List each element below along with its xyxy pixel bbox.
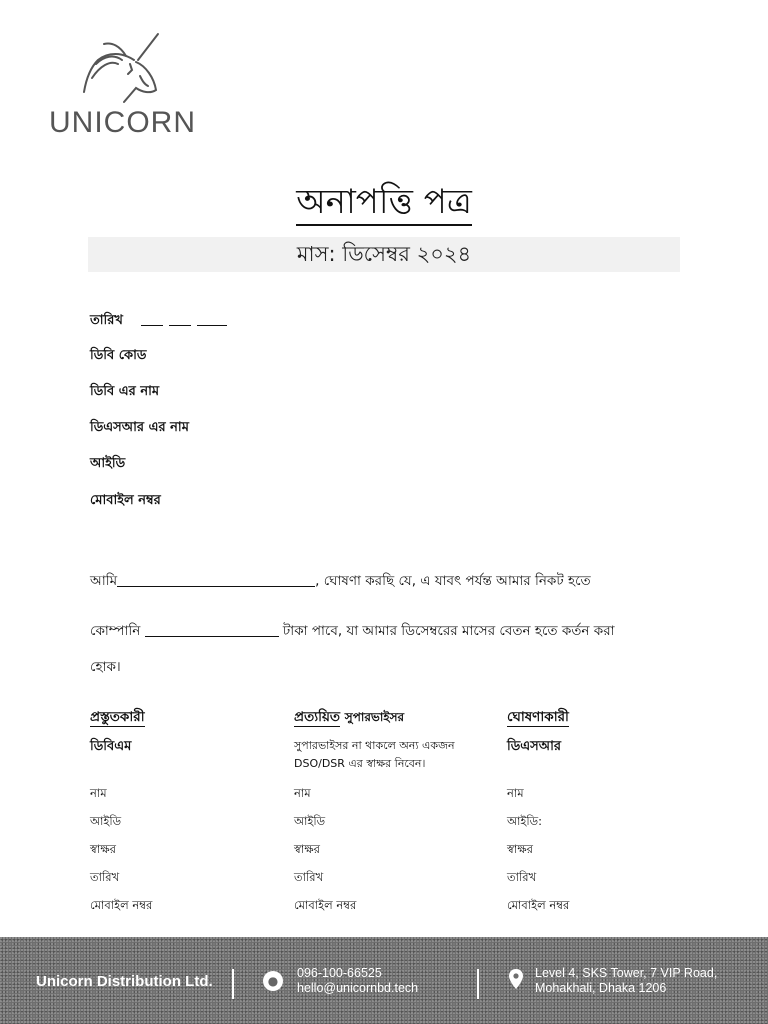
field-db-code: ডিবি কোড — [90, 348, 147, 363]
preparer-signature: স্বাক্ষর — [90, 842, 116, 856]
unicorn-head-icon — [76, 30, 176, 110]
declaration-prefix: আমি — [90, 573, 118, 589]
verifier-date: তারিখ — [294, 870, 324, 884]
field-id: আইডি — [90, 456, 126, 471]
declarant-id: আইডি: — [507, 814, 543, 828]
verifier-name: নাম — [294, 786, 311, 800]
declarant-signature: স্বাক্ষর — [507, 842, 533, 856]
col-verifier-heading — [294, 706, 404, 729]
field-date — [90, 311, 233, 332]
title-text: অনাপত্তি পত্র — [296, 182, 472, 226]
footer — [0, 937, 768, 1024]
verifier-heading-rest: সুপারভাইসর — [344, 710, 405, 724]
globe-icon: ● — [263, 971, 283, 991]
col-preparer-role: ডিবিএম — [90, 739, 132, 754]
date-blanks — [141, 313, 233, 328]
field-dsr-name: ডিএসআর এর নাম — [90, 420, 189, 435]
month-line: মাস: ডিসেম্বর ২০২৪ — [88, 237, 680, 272]
declaration-line-2 — [90, 620, 615, 643]
declaration-line-1 — [90, 570, 591, 593]
footer-contact — [297, 966, 418, 996]
verifier-signature: স্বাক্ষর — [294, 842, 320, 856]
preparer-mobile: মোবাইল নম্বর — [90, 898, 153, 912]
footer-address-line-2: Mohakhali, Dhaka 1206 — [535, 981, 667, 995]
verifier-mobile: মোবাইল নম্বর — [294, 898, 357, 912]
col-declarant-role: ডিএসআর — [507, 739, 562, 754]
declarant-heading-text: ঘোষণাকারী — [507, 709, 569, 725]
preparer-heading-text: প্রস্তুতকারী — [90, 709, 145, 725]
footer-email[interactable]: hello@unicornbd.tech — [297, 981, 419, 995]
field-mobile: মোবাইল নম্বর — [90, 493, 161, 508]
name-blank — [117, 574, 315, 587]
footer-divider-2 — [477, 969, 479, 999]
verifier-note: সুপারভাইসর না থাকলে অন্য একজন DSO/DSR এর স্বাক্ষর নিবেন। — [294, 739, 455, 770]
footer-address — [535, 966, 717, 996]
declarant-name: নাম — [507, 786, 524, 800]
preparer-name: নাম — [90, 786, 107, 800]
footer-company: Unicorn Distribution Ltd. — [36, 973, 213, 990]
amount-blank — [145, 624, 279, 637]
declaration-company: কোম্পানি — [90, 623, 141, 639]
field-db-name: ডিবি এর নাম — [90, 384, 160, 399]
preparer-date: তারিখ — [90, 870, 120, 884]
declarant-mobile: মোবাইল নম্বর — [507, 898, 570, 912]
field-date-label: তারিখ — [90, 313, 123, 328]
verifier-id: আইডি — [294, 814, 326, 828]
col-preparer-heading — [90, 706, 145, 729]
footer-phone: 096-100-66525 — [297, 966, 382, 980]
footer-divider — [232, 969, 234, 999]
verifier-heading-underlined: প্রত্যয়িত — [294, 709, 341, 725]
page-title — [0, 176, 768, 233]
declaration-line-3: হোক। — [90, 659, 121, 675]
location-pin-icon — [508, 968, 524, 990]
company-logo — [44, 28, 194, 140]
declarant-date: তারিখ — [507, 870, 537, 884]
col-declarant-heading — [507, 706, 569, 729]
preparer-id: আইডি — [90, 814, 122, 828]
declaration-suffix: , ঘোষণা করছি যে, এ যাবৎ পর্যন্ত আমার নিকট হতে — [315, 573, 591, 589]
logo-text: UNICORN — [49, 106, 196, 139]
footer-address-line-1: Level 4, SKS Tower, 7 VIP Road, — [535, 966, 718, 980]
declaration-amount-text: টাকা পাবে, যা আমার ডিসেম্বরের মাসের বেতন হতে কর্তন করা — [282, 623, 615, 639]
